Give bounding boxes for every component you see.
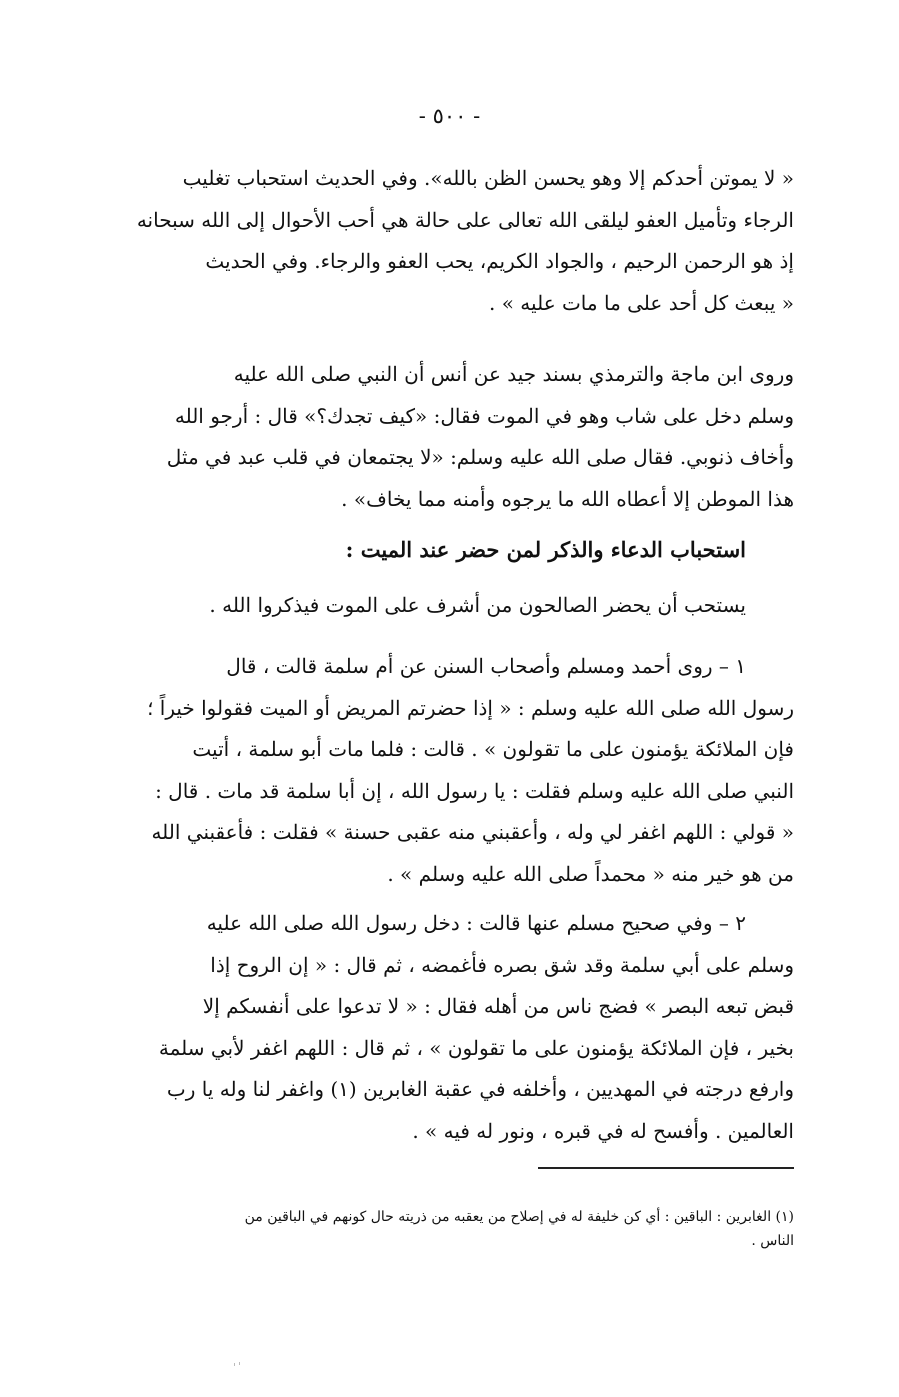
- section-heading: استحباب الدعاء والذكر لمن حضر عند الميت :: [345, 537, 746, 562]
- speck-mark: [239, 1362, 240, 1365]
- text-line: النبي صلى الله عليه وسلم فقلت : يا رسول الله ، إن أبا سلمة قد مات . قال :: [155, 778, 794, 803]
- text-line: رسول الله صلى الله عليه وسلم : « إذا حضرتم المريض أو الميت فقولوا خيراً ؛: [147, 695, 794, 720]
- footnote-line: (١) الغابرين : الباقين : أي كن خليفة له في إصلاح من يعقبه من ذريته حال كونهم في الباقين من: [244, 1209, 794, 1225]
- paragraph-hadith-1: [122, 646, 794, 895]
- text-line: وسلم دخل على شاب وهو في الموت فقال: «كيف تجدك؟» قال : أرجو الله: [174, 403, 794, 428]
- text-line: وروى ابن ماجة والترمذي بسند جيد عن أنس أن النبي صلى الله عليه: [233, 362, 794, 386]
- text-line: وأخاف ذنوبي. فقال صلى الله عليه وسلم: «لا يجتمعان في قلب عبد في مثل: [166, 445, 794, 469]
- footnote-divider: [538, 1167, 794, 1169]
- paragraph-hadith-good-opinion: [122, 158, 794, 324]
- scan-specks: [232, 1362, 244, 1368]
- text-line: هذا الموطن إلا أعطاه الله ما يرجوه وأمنه مما يخاف» .: [341, 486, 794, 511]
- text-line: يستحب أن يحضر الصالحون من أشرف على الموت فيذكروا الله .: [209, 593, 746, 617]
- text-line: قبض تبعه البصر » فضج ناس من أهله فقال : « لا تدعوا على أنفسكم إلا: [202, 994, 794, 1018]
- paragraph-recommendation: [122, 585, 794, 627]
- text-line: « لا يموتن أحدكم إلا وهو يحسن الظن بالله». وفي الحديث استحباب تغليب: [182, 166, 794, 190]
- text-line: ٢ – وفي صحيح مسلم عنها قالت : دخل رسول الله صلى الله عليه: [206, 911, 746, 935]
- text-line: إذ هو الرحمن الرحيم ، والجواد الكريم، يحب العفو والرجاء. وفي الحديث: [205, 249, 794, 273]
- text-line: ١ – روى أحمد ومسلم وأصحاب السنن عن أم سلمة قالت ، قال: [226, 654, 746, 678]
- speck-mark: [234, 1363, 235, 1366]
- page-number: - ٥٠٠ -: [418, 104, 481, 128]
- text-line: « يبعث كل أحد على ما مات عليه » .: [489, 290, 794, 315]
- footnote: [122, 1205, 794, 1253]
- text-line: الرجاء وتأميل العفو ليلقى الله تعالى على حالة هي أحب الأحوال إلى الله سبحانه: [136, 207, 794, 232]
- text-line: « قولي : اللهم اغفر لي وله ، وأعقبني منه عقبى حسنة » فقلت : فأعقبني الله: [151, 820, 794, 844]
- text-line: العالمين . وأفسح له في قبره ، ونور له فيه » .: [412, 1118, 794, 1143]
- text-line: من هو خير منه « محمداً صلى الله عليه وسلم » .: [387, 861, 794, 886]
- text-line: وارفع درجته في المهديين ، وأخلفه في عقبة الغابرين (١) واغفر لنا وله يا رب: [166, 1077, 794, 1101]
- footnote-line: الناس .: [751, 1233, 794, 1249]
- text-line: فإن الملائكة يؤمنون على ما تقولون » . قالت : فلما مات أبو سلمة ، أتيت: [192, 737, 794, 761]
- paragraph-ibn-majah-narration: [122, 354, 794, 520]
- text-line: بخير ، فإن الملائكة يؤمنون على ما تقولون » ، ثم قال : اللهم اغفر لأبي سلمة: [158, 1035, 794, 1060]
- paragraph-hadith-2: [122, 903, 794, 1152]
- text-line: وسلم على أبي سلمة وقد شق بصره فأغمضه ، ثم قال : « إن الروح إذا: [210, 952, 794, 977]
